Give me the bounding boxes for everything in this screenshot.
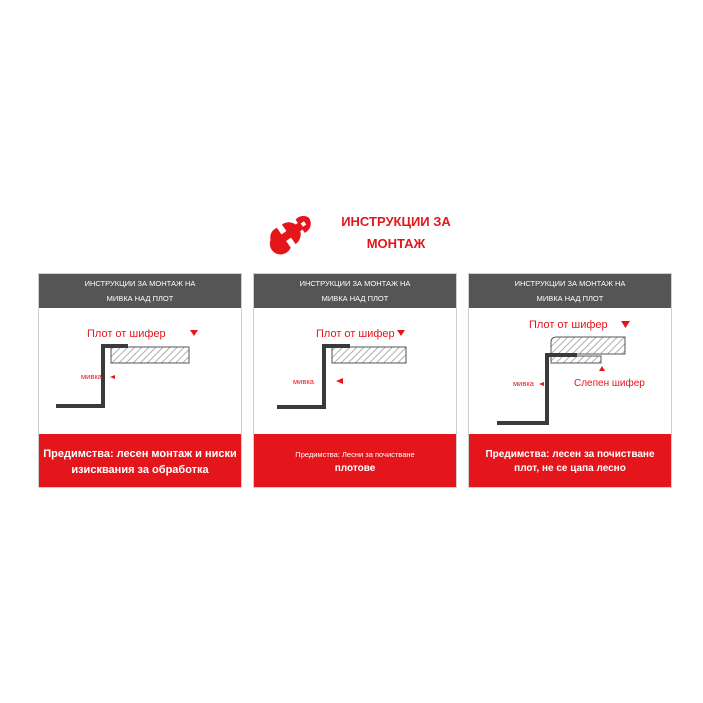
sink-arrow-icon bbox=[336, 378, 343, 384]
panel-footer bbox=[39, 434, 241, 488]
countertop-arrow-icon bbox=[190, 330, 198, 336]
countertop-slab bbox=[551, 337, 625, 354]
sink-label: мивка bbox=[81, 372, 102, 381]
panel-header-line-2: МИВКА НАД ПЛОТ bbox=[321, 294, 389, 303]
panel-header-line-2: МИВКА НАД ПЛОТ bbox=[536, 294, 604, 303]
sink-label: мивка bbox=[293, 377, 314, 386]
panel-overmount bbox=[38, 273, 242, 488]
panel-flush bbox=[253, 273, 457, 488]
panel-footer bbox=[254, 434, 456, 488]
panel-header bbox=[39, 274, 241, 308]
footer-line-2: плотове bbox=[334, 463, 376, 474]
panel-header bbox=[469, 274, 671, 308]
footer-line-2: изисквания за обработка bbox=[71, 463, 209, 476]
footer-line-1: Предимства: лесен за почистване bbox=[485, 448, 655, 460]
installation-diagram bbox=[39, 308, 241, 434]
blind-slate-strip bbox=[551, 356, 601, 363]
sink-label: мивка bbox=[513, 379, 534, 388]
countertop-arrow-icon bbox=[621, 321, 630, 328]
countertop-label: Плот от шифер bbox=[316, 328, 395, 340]
countertop-arrow-icon bbox=[397, 330, 405, 336]
heading-line-1: ИНСТРУКЦИИ ЗА bbox=[341, 214, 451, 229]
panel-header-line-1: ИНСТРУКЦИИ ЗА МОНТАЖ НА bbox=[514, 279, 626, 288]
footer-line-2: плот, не се цапа лесно bbox=[514, 462, 626, 474]
countertop-label: Плот от шифер bbox=[87, 328, 166, 340]
wrench-icon bbox=[266, 206, 318, 258]
section-heading bbox=[266, 204, 466, 262]
panel-header bbox=[254, 274, 456, 308]
installation-diagram bbox=[469, 308, 671, 434]
installation-diagram bbox=[254, 308, 456, 434]
countertop-slab bbox=[332, 347, 406, 363]
panel-header-line-2: МИВКА НАД ПЛОТ bbox=[106, 294, 174, 303]
countertop-slab bbox=[111, 347, 189, 363]
panel-footer bbox=[469, 434, 671, 488]
heading-title bbox=[326, 211, 466, 255]
footer-line-1: Предимства: лесен монтаж и ниски bbox=[43, 447, 237, 460]
heading-line-2: МОНТАЖ bbox=[366, 236, 426, 251]
blind-slate-arrow-icon bbox=[599, 366, 605, 371]
panel-header-line-1: ИНСТРУКЦИИ ЗА МОНТАЖ НА bbox=[299, 279, 411, 288]
sink-profile bbox=[497, 355, 577, 423]
sink-arrow-icon bbox=[110, 375, 115, 379]
countertop-label: Плот от шифер bbox=[529, 319, 608, 331]
sink-arrow-icon bbox=[539, 382, 544, 386]
blind-slate-label: Слепен шифер bbox=[574, 378, 645, 389]
footer-line-1: Предимства: Лесни за почистване bbox=[295, 450, 415, 459]
panel-header-line-1: ИНСТРУКЦИИ ЗА МОНТАЖ НА bbox=[84, 279, 196, 288]
panel-undermount bbox=[468, 273, 672, 488]
